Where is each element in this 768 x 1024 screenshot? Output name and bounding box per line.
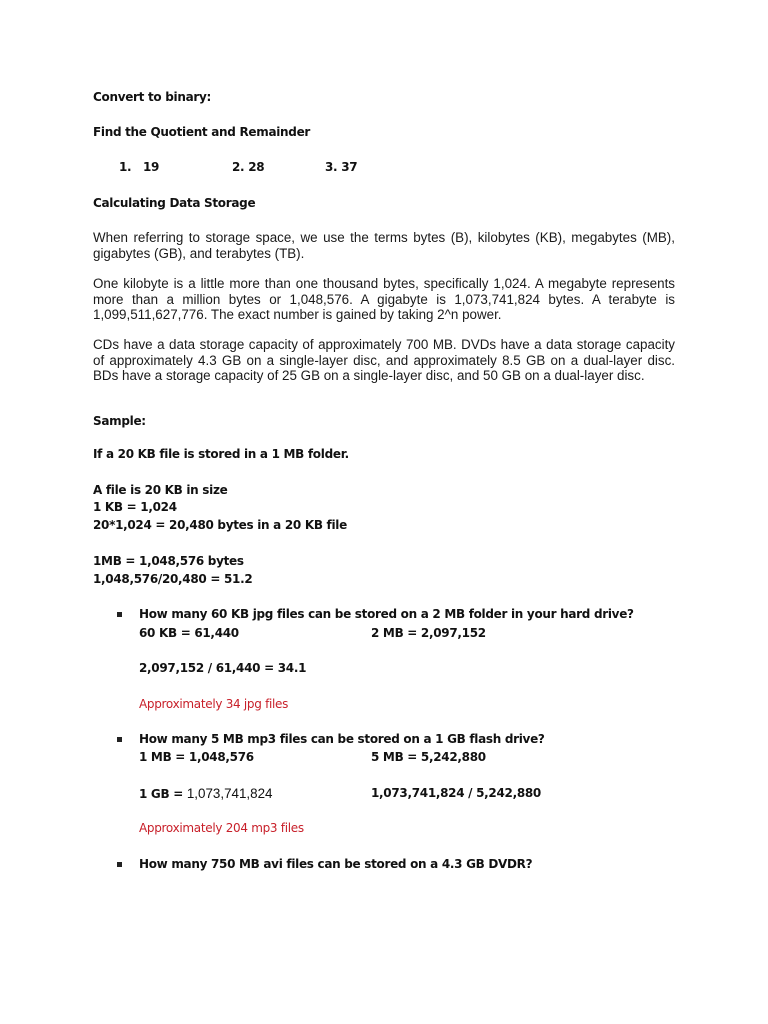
calc-right: 2 MB = 2,097,152 <box>371 626 486 640</box>
paragraph-sizes: One kilobyte is a little more than one thousand bytes, specifically 1,024. A megabyte represents more than a million bytes or 1,048,576. A gigabyte is 1,073,741,824 bytes. A terabyte is 1,099,511,627,776. The exact number is gained by taking 2^n power. <box>93 276 675 322</box>
list-item-3: 3. 37 <box>325 160 358 174</box>
question-text: How many 750 MB avi files can be stored on a 4.3 GB DVDR? <box>139 857 533 871</box>
bullet-icon <box>117 862 122 867</box>
calc-left: 1 MB = 1,048,576 <box>139 750 254 764</box>
sample-line: A file is 20 KB in size <box>93 483 228 497</box>
heading-quotient: Find the Quotient and Remainder <box>93 125 311 139</box>
calc-left: 60 KB = 61,440 <box>139 626 239 640</box>
heading-convert: Convert to binary: <box>93 90 212 104</box>
calc-result: 2,097,152 / 61,440 = 34.1 <box>139 661 307 675</box>
sample-line: 1MB = 1,048,576 bytes <box>93 554 244 568</box>
answer-text: Approximately 34 jpg files <box>139 697 289 711</box>
heading-sample: Sample: <box>93 414 146 428</box>
bullet-icon <box>117 612 122 617</box>
paragraph-discs: CDs have a data storage capacity of approximately 700 MB. DVDs have a data storage capacity of approximately 4.3 GB on a single-layer disc, and approximately 8.5 GB on a dual-layer disc. BDs have a storage capacity of 25 GB on a single-layer disc, and 50 GB on a dual-layer disc. <box>93 337 675 383</box>
question-text: How many 60 KB jpg files can be stored on a 2 MB folder in your hard drive? <box>139 607 634 621</box>
calc-left-2: 1 GB = 1,073,741,824 <box>139 786 273 801</box>
question-text: How many 5 MB mp3 files can be stored on a 1 GB flash drive? <box>139 732 545 746</box>
paragraph-units: When referring to storage space, we use the terms bytes (B), kilobytes (KB), megabytes (MB), gigabytes (GB), and terabytes (TB). <box>93 230 675 261</box>
sample-line: 1,048,576/20,480 = 51.2 <box>93 572 253 586</box>
answer-text: Approximately 204 mp3 files <box>139 821 304 835</box>
heading-calculating: Calculating Data Storage <box>93 196 256 210</box>
calc-right: 5 MB = 5,242,880 <box>371 750 486 764</box>
sample-line: 1 KB = 1,024 <box>93 500 177 514</box>
list-item-1: 1. 19 <box>119 160 160 174</box>
sample-line: 20*1,024 = 20,480 bytes in a 20 KB file <box>93 518 347 532</box>
calc-right-2: 1,073,741,824 / 5,242,880 <box>371 786 541 800</box>
list-item-2: 2. 28 <box>232 160 265 174</box>
sample-intro: If a 20 KB file is stored in a 1 MB folder. <box>93 447 349 461</box>
bullet-icon <box>117 737 122 742</box>
